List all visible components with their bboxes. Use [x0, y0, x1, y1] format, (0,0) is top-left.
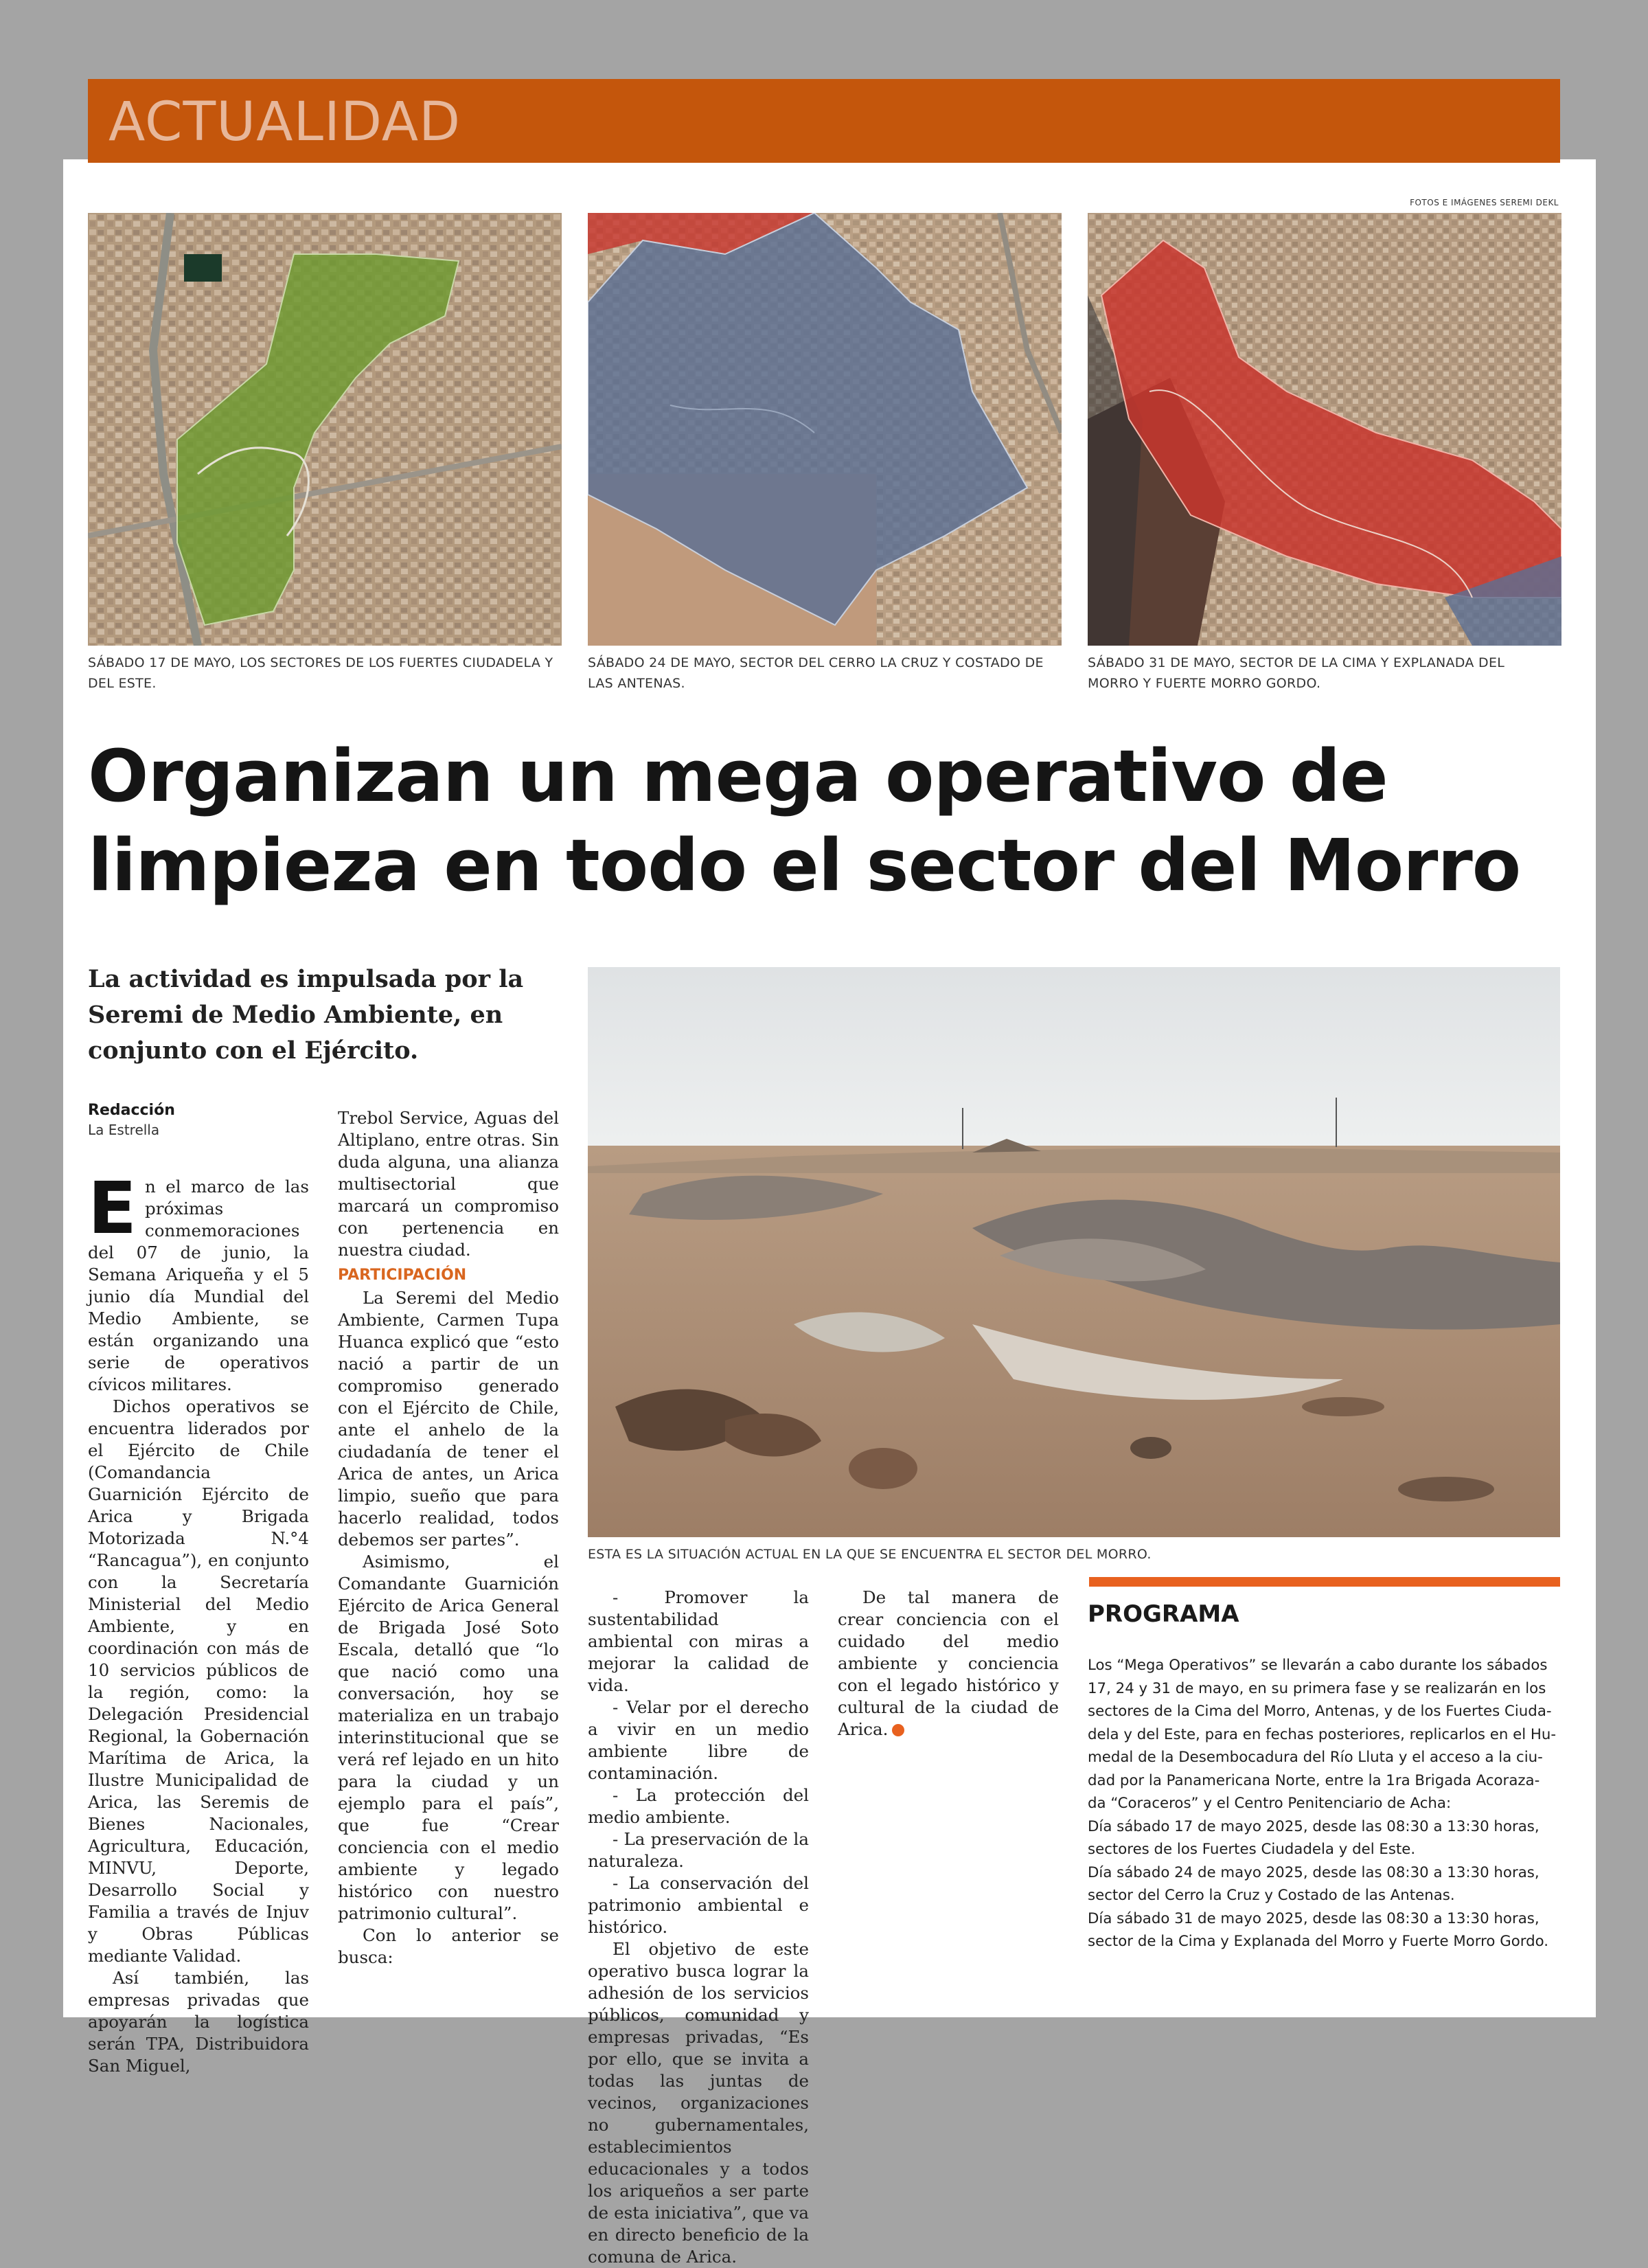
map-image-1 — [88, 213, 562, 646]
headline — [88, 732, 1564, 910]
programa-line: Día sábado 24 de mayo 2025, desde las 08:30 a 13:30 horas, — [1088, 1863, 1540, 1881]
programa-line: Día sábado 31 de mayo 2025, desde las 08:30 a 13:30 horas, — [1088, 1909, 1540, 1927]
programa-body — [1088, 1654, 1561, 1953]
programa-line: sector de la Cima y Explanada del Morro y Fuerte Morro Gordo. — [1088, 1933, 1549, 1950]
main-photo — [588, 967, 1560, 1537]
body-paragraph: - La preservación de la naturaleza. — [588, 1829, 809, 1871]
dek-line: La actividad es impulsada por la — [88, 965, 524, 993]
article-column-4 — [838, 1587, 1059, 1740]
caption-line: LAS ANTENAS. — [588, 676, 685, 691]
article-column-3 — [588, 1587, 809, 2268]
map-image-2 — [588, 213, 1062, 646]
dek — [88, 962, 555, 1069]
programa-line: dela y del Este, para en fechas posteriores, replicarlos en el Hu- — [1088, 1725, 1557, 1743]
body-paragraph: El objetivo de este operativo busca lograr la adhesión de los servicios públicos, comunidad y empresas privadas, “Es por ello, que se invita a todas las juntas de vecinos, organizaciones no gubernamentales, establecimientos educacionales y a todos los ariqueños a ser parte de esta iniciativa”, que va en directo beneficio de la comuna de Arica. — [588, 1939, 809, 2267]
programa-line: sectores de la Cima del Morro, Antenas, y de los Fuertes Ciuda- — [1088, 1703, 1552, 1720]
body-paragraph: La Seremi del Medio Ambiente, Carmen Tupa Huanca explicó que “esto nació a partir de un compromiso generado con el Ejército de Chile, ante el anhelo de la ciudadanía de tener el Arica de antes, un Arica limpio, sueño que para hacerlo realidad, todos debemos ser partes”. — [338, 1288, 559, 1550]
caption-line: MORRO Y FUERTE MORRO GORDO. — [1088, 676, 1321, 691]
body-paragraph: n el marco de las próximas conmemoraciones del 07 de junio, la Semana Ariqueña y el 5 junio día Mundial del Medio Ambiente, se están organizando una serie de operativos cívicos militares. — [88, 1177, 309, 1394]
body-paragraph: Asimismo, el Comandante Guarnición Ejército de Arica General de Brigada José Soto Escala, detalló que “lo que nació como una conversación, hoy se materializa en un trabajo interinstitucional que se verá ref lejado en un hito para la ciudad y un ejemplo para el país”, que fue “Crear conciencia con el medio ambiente y legado histórico con nuestro patrimonio cultural”. — [338, 1552, 559, 1923]
article-column-1 — [88, 1166, 309, 2077]
photo-caption: ESTA ES LA SITUACIÓN ACTUAL EN LA QUE SE ENCUENTRA EL SECTOR DEL MORRO. — [588, 1547, 1152, 1562]
body-paragraph: De tal manera de crear conciencia con el cuidado del medio ambiente y conciencia con el legado histórico y cultural de la ciudad de Arica. — [838, 1587, 1059, 1739]
programa-line: sector del Cerro la Cruz y Costado de las Antenas. — [1088, 1887, 1455, 1904]
map-caption-2 — [588, 653, 1062, 694]
programa-line: Día sábado 17 de mayo 2025, desde las 08:30 a 13:30 horas, — [1088, 1817, 1540, 1835]
dek-line: Seremi de Medio Ambiente, en — [88, 1001, 503, 1029]
photo-credit: FOTOS E IMÁGENES SEREMI DEKL — [1410, 198, 1559, 207]
programa-rule — [1089, 1577, 1560, 1587]
dek-line: conjunto con el Ejército. — [88, 1036, 419, 1065]
programa-title: PROGRAMA — [1088, 1600, 1239, 1628]
programa-line: da “Coraceros” y el Centro Penitenciario de Acha: — [1088, 1795, 1452, 1812]
body-paragraph: Dichos operativos se encuentra liderados por el Ejército de Chile (Comandancia Guarnición Ejército de Arica y Brigada Motorizada N.°4 “Rancagua”), en conjunto con la Secretaría Ministerial del Medio Ambiente, y en coordinación con más de 10 servicios públicos de la región, como: la Delegación Presidencial Regional, la Gobernación Marítima de Arica, la Ilustre Municipalidad de Arica, las Seremis de Bienes Nacionales, Agricultura, Educación, MINVU, Deporte, Desarrollo Social y Familia a través de Injuv y Obras Públicas mediante Validad. — [88, 1396, 309, 1966]
map-caption-1 — [88, 653, 562, 694]
subhead-participacion: PARTICIPACIÓN — [338, 1267, 467, 1284]
headline-line-1: Organizan un mega operativo de — [88, 734, 1388, 818]
body-paragraph: - La protección del medio ambiente. — [588, 1785, 809, 1827]
programa-line: 17, 24 y 31 de mayo, en su primera fase y se realizarán en los — [1088, 1679, 1546, 1697]
body-paragraph: - La conservación del patrimonio ambiental e histórico. — [588, 1873, 809, 1937]
body-paragraph: Con lo anterior se busca: — [338, 1925, 559, 1967]
section-label: ACTUALIDAD — [108, 91, 461, 153]
byline-author: Redacción — [88, 1102, 175, 1119]
programa-line: dad por la Panamericana Norte, entre la 1ra Brigada Acoraza- — [1088, 1771, 1540, 1789]
drop-cap: E — [88, 1166, 137, 1250]
byline-outlet: La Estrella — [88, 1122, 160, 1138]
map-caption-3 — [1088, 653, 1561, 694]
body-paragraph: Trebol Service, Aguas del Altiplano, entre otras. Sin duda alguna, una alianza multisectorial que marcará un compromiso con pertenencia en nuestra ciudad. — [338, 1108, 559, 1260]
programa-line: sectores de los Fuertes Ciudadela y del Este. — [1088, 1841, 1416, 1858]
caption-line: SÁBADO 24 DE MAYO, SECTOR DEL CERRO LA CRUZ Y COSTADO DE — [588, 655, 1044, 670]
byline — [88, 1100, 175, 1139]
caption-line: SÁBADO 17 DE MAYO, LOS SECTORES DE LOS FUERTES CIUDADELA Y — [88, 655, 553, 670]
body-paragraph: - Promover la sustentabilidad ambiental con miras a mejorar la calidad de vida. — [588, 1587, 809, 1695]
end-mark-icon — [892, 1724, 904, 1736]
body-paragraph: - Velar por el derecho a vivir en un medio ambiente libre de contaminación. — [588, 1697, 809, 1783]
caption-line: DEL ESTE. — [88, 676, 157, 691]
caption-line: SÁBADO 31 DE MAYO, SECTOR DE LA CIMA Y EXPLANADA DEL — [1088, 655, 1505, 670]
article-column-2 — [338, 1107, 559, 1969]
programa-line: medal de la Desembocadura del Río Lluta y el acceso a la ciu- — [1088, 1749, 1543, 1766]
map-image-3 — [1088, 213, 1561, 646]
headline-line-2: limpieza en todo el sector del Morro — [88, 824, 1521, 907]
programa-line: Los “Mega Operativos” se llevarán a cabo durante los sábados — [1088, 1657, 1548, 1674]
body-paragraph: Así también, las empresas privadas que apoyarán la logística serán TPA, Distribuidora San Miguel, — [88, 1968, 309, 2076]
